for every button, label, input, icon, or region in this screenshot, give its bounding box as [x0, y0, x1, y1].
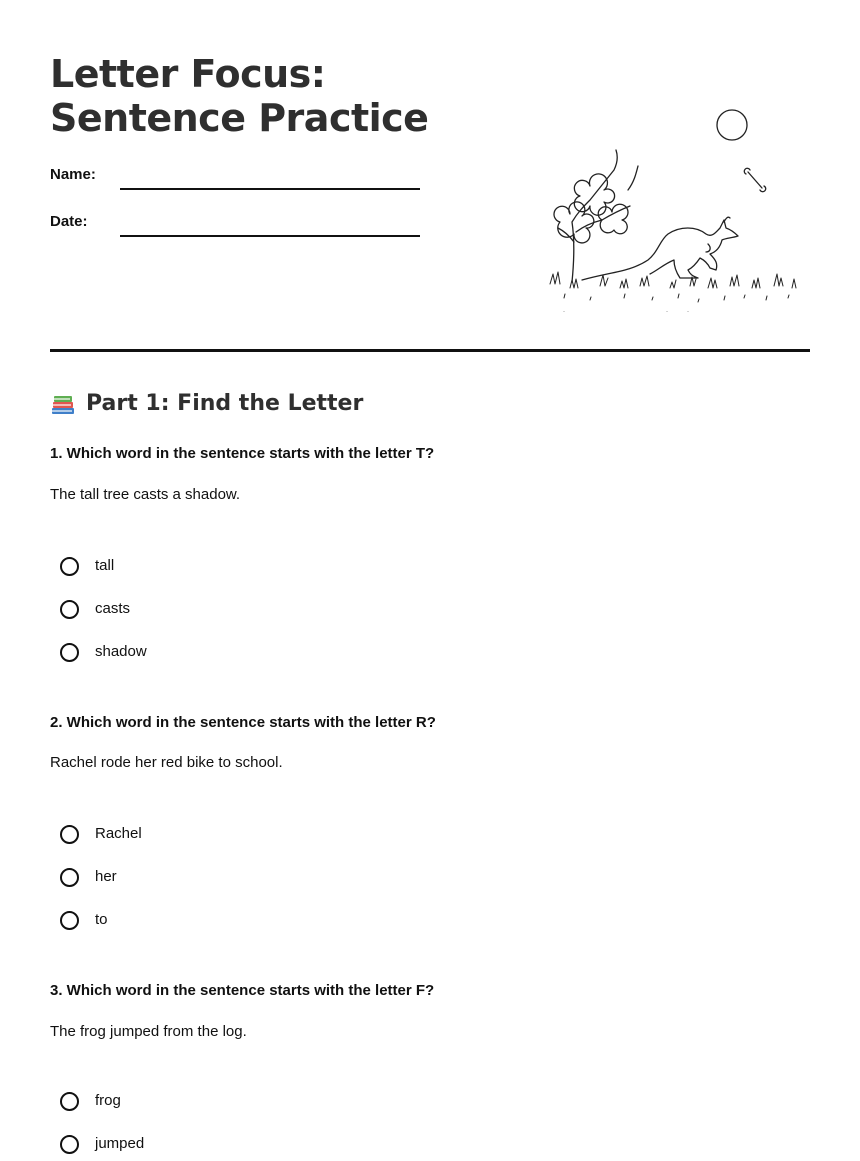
option-label: Rachel: [95, 825, 142, 842]
header-divider: [50, 349, 810, 352]
radio-button[interactable]: [60, 911, 79, 930]
name-line[interactable]: [120, 188, 420, 190]
name-field: [50, 166, 420, 190]
section-title-part1: [50, 388, 363, 420]
section-title-text: Part 1: Find the Letter: [86, 391, 364, 416]
option-label: her: [95, 868, 117, 885]
question-sentence: Rachel rode her red bike to school.: [50, 754, 283, 771]
sun-icon: [717, 110, 747, 140]
option-label: casts: [95, 600, 131, 617]
answer-option[interactable]: [60, 1088, 121, 1114]
radio-button[interactable]: [60, 1135, 79, 1154]
radio-button[interactable]: [60, 600, 79, 619]
answer-option[interactable]: [60, 596, 130, 622]
question-sentence: The frog jumped from the log.: [50, 1023, 247, 1040]
question-prompt: 3. Which word in the sentence starts with the letter F?: [50, 982, 435, 999]
radio-button[interactable]: [60, 868, 79, 887]
answer-option[interactable]: [60, 639, 147, 665]
option-label: shadow: [95, 643, 147, 660]
date-line[interactable]: [120, 235, 420, 237]
answer-option[interactable]: [60, 907, 108, 933]
question-2: [50, 713, 810, 933]
option-label: tall: [95, 557, 115, 574]
option-label: frog: [95, 1092, 121, 1109]
radio-button[interactable]: [60, 557, 79, 576]
radio-button[interactable]: [60, 643, 79, 662]
answer-option[interactable]: [60, 1131, 144, 1157]
date-field: [50, 213, 420, 237]
stick-icon: [744, 168, 765, 191]
question-sentence: The tall tree casts a shadow.: [50, 486, 241, 503]
answer-option[interactable]: [60, 553, 114, 579]
books-icon: [50, 391, 76, 417]
radio-button[interactable]: [60, 825, 79, 844]
question-3: [50, 981, 810, 1161]
name-label: Name:: [50, 166, 96, 183]
option-label: to: [95, 911, 108, 928]
worksheet-header: [50, 52, 810, 312]
kangaroo-illustration: [540, 102, 810, 312]
question-prompt: 2. Which word in the sentence starts with the letter R?: [50, 714, 436, 731]
question-1: [50, 444, 810, 664]
option-label: jumped: [95, 1135, 145, 1152]
answer-option[interactable]: [60, 864, 117, 890]
question-prompt: 1. Which word in the sentence starts with the letter T?: [50, 445, 435, 462]
page-title: Letter Focus: Sentence Practice: [50, 52, 429, 140]
radio-button[interactable]: [60, 1092, 79, 1111]
answer-option[interactable]: [60, 821, 142, 847]
kangaroo-icon: [582, 220, 738, 280]
date-label: Date:: [50, 213, 88, 230]
